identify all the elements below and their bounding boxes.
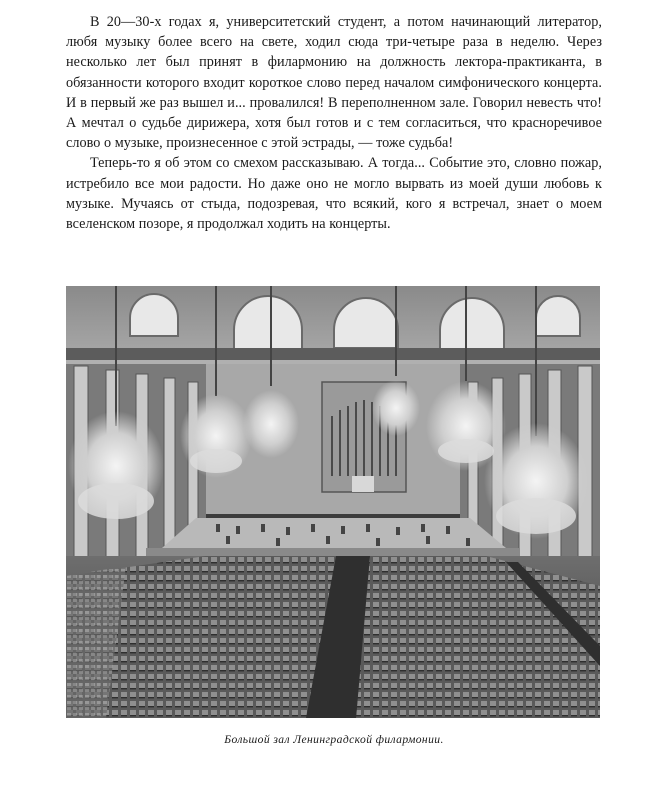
paragraph-2: Теперь-то я об этом со смехом рассказываю. А тогда... Событие это, словно пожар, истребило все мои радости. Но даже оно не могло вырвать из моей души любовь к музыке. Мучаясь от стыда, подозревая, что всякий, кого я встречал, знает о моем вселенском позоре, я продолжал ходить на концерты. [66, 155, 602, 233]
paragraph-1: В 20—30-х годах я, университетский студент, а потом начинающий литератор, любя музыку более всего на свете, ходил сюда три-четыре раза в неделю. Через несколько лет был принят в филармонию на должность лектора-практиканта, в обязанности которого входит короткое слово перед началом симфонического концерта. И в первый же раз вышел и... провалился! В переполненном зале. Говорил невесть что! А мечтал о судьбе дирижера, хотя был готов и с тем согласиться, что красноречивое слово о музыке, произнесенное с этой эстрады, — тоже судьба! [66, 14, 602, 152]
concert-hall-photo [66, 286, 600, 718]
photo-caption: Большой зал Ленинградской филармонии. [224, 733, 444, 746]
concert-hall-illustration [66, 286, 600, 718]
body-text [66, 12, 602, 234]
